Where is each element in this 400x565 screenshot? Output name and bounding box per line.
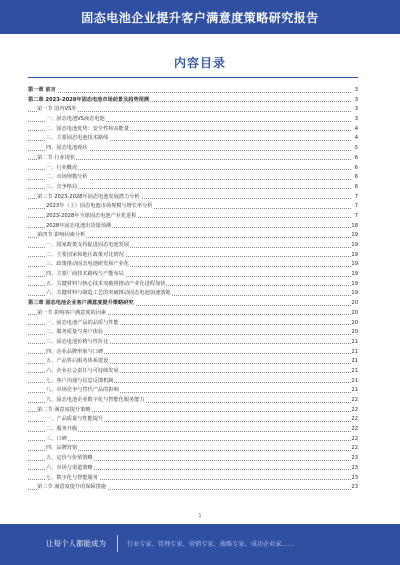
toc-entry-title: 五、产品售后服务体系建设 [46,357,109,367]
toc-entry-page: 21 [351,338,358,348]
toc-entry[interactable] [28,377,358,387]
toc-entry-page: 22 [351,425,358,435]
toc-entry-title: 三、政策推动固态电池研发和产业化 [46,260,130,270]
toc-entry-title: 九、固态电池企业数字化与智能化服务能力 [46,396,146,406]
toc-entry-title: 三、固态电池价格与性价比 [46,338,109,348]
toc-entry-title: 一、行业概况 [46,164,78,174]
toc-entry-title: 六、关键材料与制造工艺的突破推动固态电池加速落地 [46,289,172,299]
toc-entry-title: 六、市场与渠道策略 [46,464,94,474]
toc-entry-title: 第三章 固态电池企业客户满意度提升策略研究 [28,299,135,309]
toc-entry-page: 20 [351,299,358,309]
toc-entry[interactable] [28,222,358,232]
toc-entry-title: 三、口碑 [46,435,68,445]
toc-entry-title: 六、企业社会责任与可持续发展 [46,367,120,377]
toc-entry-title: 第四节 影响因素分析 [37,231,86,241]
toc-entry[interactable] [28,183,358,193]
toc-entry[interactable] [28,212,358,222]
toc-entry[interactable] [28,299,358,309]
toc-entry-page: 19 [351,270,358,280]
toc-entry-page: 21 [351,367,358,377]
toc-entry-title: 七、客户沟通与信息反馈机制 [46,377,114,387]
toc-entry[interactable] [28,309,358,319]
toc-entry[interactable] [28,425,358,435]
toc-entry-page: 3 [351,86,358,96]
toc-entry[interactable] [28,154,358,164]
toc-entry[interactable] [28,125,358,135]
toc-entry-title: 四、企业品牌形象与口碑 [46,348,104,358]
toc-entry[interactable] [28,115,358,125]
toc-entry[interactable] [28,173,358,183]
toc-entry-title: 第一章 前言 [28,86,57,96]
footer-divider [117,535,118,552]
toc-entry[interactable] [28,444,358,454]
toc-entry-title: 一、产品质量与性能提升 [46,415,104,425]
toc-entry[interactable] [28,386,358,396]
toc-entry-title: 第二章 2023-2028年固态电池市场前景及趋势预测 [28,96,150,106]
toc-entry-title: 2023年（上）固态电池市场规模与增长率分析 [46,202,154,212]
toc-entry-page: 23 [351,474,358,484]
toc-entry[interactable] [28,357,358,367]
toc-entry[interactable] [28,164,358,174]
toc-entry-title: 二、服务升级 [46,425,78,435]
toc-entry-title: 一、固态电池VS液态电池 [46,115,106,125]
toc-entry-title: 第一节 影响客户满意度的因素 [37,309,107,319]
toc-entry[interactable] [28,241,358,251]
toc-entry[interactable] [28,105,358,115]
toc-entry-page: 6 [351,164,358,174]
toc-entry[interactable] [28,270,358,280]
toc-entry-title: 三、竞争格局 [46,183,78,193]
footer-tagline: 行业专家、管理专家、营销专家、战略专家、成功企业家…… [127,541,295,548]
toc-entry-page: 6 [351,154,358,164]
toc-entry[interactable] [28,483,358,493]
toc-entry-page: 20 [351,309,358,319]
toc-entry-page: 3 [351,115,358,125]
toc-entry[interactable] [28,454,358,464]
toc-entry[interactable] [28,280,358,290]
toc-leader-dots [28,440,351,441]
toc-entry-title: 二、主要国家和地区政策对比情况 [46,251,125,261]
toc-entry-title: 四、主要厂商技术路线与产能布局 [46,270,125,280]
toc-entry-title: 第二节 行业现状 [37,154,76,164]
toc-entry-page: 21 [351,377,358,387]
toc-entry-title: 一、国家政策支持促进固态电池发展 [46,241,130,251]
toc-entry-page: 4 [351,125,358,135]
toc-entry[interactable] [28,289,358,299]
toc-entry-page: 7 [351,193,358,203]
toc-entry-page: 22 [351,396,358,406]
toc-entry-page: 20 [351,319,358,329]
table-of-contents [28,86,358,493]
toc-entry-page: 22 [351,444,358,454]
toc-entry-page: 23 [351,464,358,474]
toc-entry-page: 21 [351,386,358,396]
toc-entry-title: 三、主要固态电池技术路线 [46,134,109,144]
heading-rule [28,77,358,78]
toc-entry-title: 五、关键材料与核心技术突破将推动产业化进程加快 [46,280,166,290]
toc-heading: 内容目录 [173,56,226,70]
toc-entry[interactable] [28,367,358,377]
toc-entry-page: 19 [351,231,358,241]
toc-entry-page: 22 [351,415,358,425]
toc-entry-title: 七、数字化与智能服务 [46,474,99,484]
page-number: 1 [198,513,202,519]
toc-entry[interactable] [28,231,358,241]
toc-entry[interactable] [28,474,358,484]
toc-entry-page: 6 [351,183,358,193]
toc-entry-page: 3 [351,96,358,106]
toc-entry-page: 22 [351,435,358,445]
toc-entry-page: 19 [351,241,358,251]
toc-entry-title: 第一节 国内VS外 [37,105,78,115]
toc-entry[interactable] [28,202,358,212]
toc-entry-page: 23 [351,483,358,493]
toc-entry-title: 第三节 满意度提升的保障措施 [37,483,107,493]
toc-entry[interactable] [28,251,358,261]
toc-leader-dots [28,92,351,93]
toc-entry-page: 19 [351,289,358,299]
toc-entry-page: 4 [351,134,358,144]
toc-entry-title: 四、固态电池现状 [46,144,89,154]
toc-leader-dots [28,159,351,160]
toc-entry-page: 5 [351,144,358,154]
toc-entry-title: 2023-2028年全球固态电池产业化进程 [46,212,138,222]
toc-entry[interactable] [28,338,358,348]
toc-entry-page: 21 [351,348,358,358]
toc-entry[interactable] [28,260,358,270]
toc-entry[interactable] [28,406,358,416]
toc-entry[interactable] [28,415,358,425]
toc-entry-title: 二、市场规模分析 [46,173,89,183]
toc-entry[interactable] [28,435,358,445]
toc-entry-page: 20 [351,328,358,338]
toc-entry-page: 3 [351,105,358,115]
report-title: 固态电池企业提升客户满意度策略研究报告 [81,11,319,25]
toc-entry-title: 第三节 2023-2028年固态电池发展潜力分析 [37,193,141,203]
footer-bar [0,524,400,565]
toc-entry-title: 二、固态电池优势：安全性和高能量 [46,125,130,135]
toc-entry-page: 19 [351,251,358,261]
toc-entry-title: 一、固态电池产品的品质与性能 [46,319,120,329]
toc-entry-page: 19 [351,280,358,290]
toc-entry-page: 22 [351,406,358,416]
toc-entry[interactable] [28,464,358,474]
toc-entry-title: 四、品牌营销 [46,444,78,454]
toc-entry-title: 2028年固态电池出货量预测 [46,222,112,232]
footer-slogan: 让每个人都能成为 [46,539,106,548]
toc-entry-page: 19 [351,260,358,270]
toc-entry[interactable] [28,144,358,154]
toc-entry-title: 二、服务质量与客户体验 [46,328,104,338]
toc-entry[interactable] [28,328,358,338]
toc-entry[interactable] [28,96,358,106]
toc-entry-page: 21 [351,357,358,367]
toc-entry[interactable] [28,396,358,406]
toc-entry-page: 23 [351,454,358,464]
toc-entry-page: 6 [351,173,358,183]
toc-entry-page: 18 [351,222,358,232]
toc-entry[interactable] [28,86,358,96]
toc-entry[interactable] [28,134,358,144]
toc-entry-title: 五、定价与价值策略 [46,454,94,464]
header-bar [0,0,400,34]
toc-entry-title: 第二节 满意度提升策略 [37,406,92,416]
toc-entry-page: 7 [351,202,358,212]
toc-entry[interactable] [28,348,358,358]
toc-entry[interactable] [28,319,358,329]
toc-entry-title: 八、市场竞争与替代产品的影响 [46,386,120,396]
toc-entry-page: 7 [351,212,358,222]
toc-entry[interactable] [28,193,358,203]
